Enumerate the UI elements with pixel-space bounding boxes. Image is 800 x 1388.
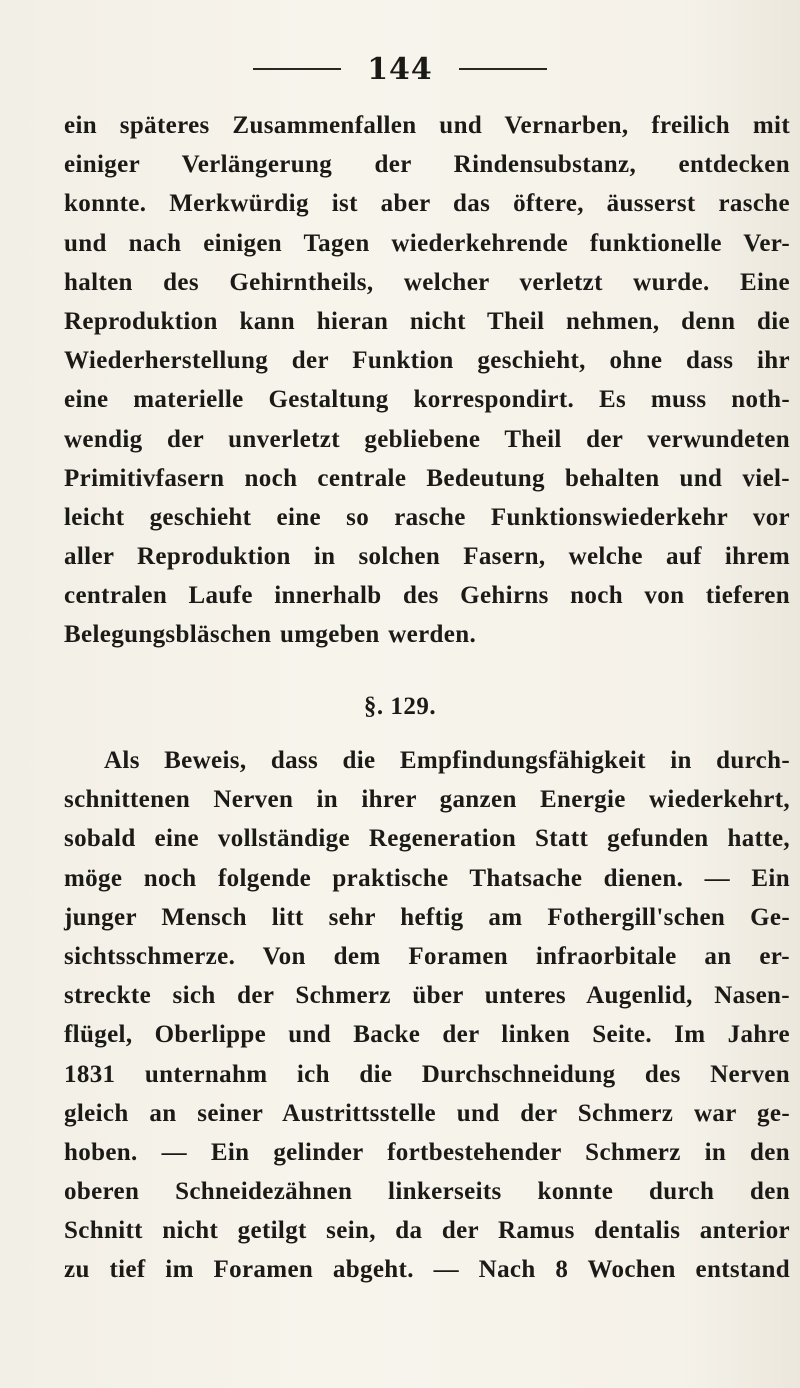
paragraph-1	[64, 106, 790, 655]
text-line: aller Reproduktion in solchen Fasern, welche auf ihrem	[64, 543, 790, 571]
text-line: centralen Laufe innerhalb des Gehirns noch von tieferen	[64, 582, 790, 610]
paragraph-2	[64, 741, 790, 1290]
text-line: Schnitt nicht getilgt sein, da der Ramus dentalis anterior	[64, 1217, 790, 1245]
text-line: ein späteres Zusammenfallen und Vernarben, freilich mit	[64, 112, 790, 139]
text-line: möge noch folgende praktische Thatsache dienen. — Ein	[64, 864, 790, 892]
text-line: gleich an seiner Austrittsstelle und der Schmerz war ge-	[64, 1099, 790, 1127]
section-heading: §. 129.	[363, 693, 437, 720]
text-line: konnte. Merkwürdig ist aber das öftere, äusserst rasche	[64, 190, 790, 218]
header-rule-right	[459, 68, 547, 70]
text-line: Primitivfasern noch centrale Bedeutung behalten und viel-	[64, 464, 790, 492]
text-line: sobald eine vollständige Regeneration Statt gefunden hatte,	[64, 825, 790, 853]
text-line: einiger Verlängerung der Rindensubstanz, entdecken	[64, 151, 790, 179]
text-line: eine materielle Gestaltung korrespondirt. Es muss noth-	[64, 386, 790, 414]
text-line: zu tief im Foramen abgeht. — Nach 8 Wochen entstand	[64, 1256, 790, 1284]
text-line: oberen Schneidezähnen linkerseits konnte durch den	[64, 1178, 790, 1206]
text-line: schnittenen Nerven in ihrer ganzen Energie wiederkehrt,	[64, 786, 790, 814]
text-line: streckte sich der Schmerz über unteres Augenlid, Nasen-	[64, 982, 790, 1010]
header-rule-left	[253, 68, 341, 70]
text-line: Belegungsbläschen umgeben werden.	[64, 621, 477, 649]
text-line: leicht geschieht eine so rasche Funktionswiederkehr vor	[64, 503, 790, 531]
text-line: Reproduktion kann hieran nicht Theil nehmen, denn die	[64, 307, 790, 335]
text-line: hoben. — Ein gelinder fortbestehender Schmerz in den	[64, 1138, 790, 1166]
page-number: 144	[367, 51, 433, 87]
text-line: Als Beweis, dass die Empfindungsfähigkeit in durch-	[104, 747, 790, 774]
text-line: junger Mensch litt sehr heftig am Fothergill'schen Ge-	[64, 903, 790, 931]
text-line: wendig der unverletzt gebliebene Theil der verwundeten	[64, 425, 790, 453]
text-line: flügel, Oberlippe und Backe der linken Seite. Im Jahre	[64, 1021, 790, 1049]
text-line: halten des Gehirntheils, welcher verletzt wurde. Eine	[64, 268, 790, 296]
page-header	[0, 44, 800, 94]
text-line: 1831 unternahm ich die Durchschneidung des Nerven	[64, 1060, 790, 1088]
text-line: sichtsschmerze. Von dem Foramen infraorbitale an er-	[64, 942, 790, 970]
text-line: Wiederherstellung der Funktion geschieht, ohne dass ihr	[64, 347, 790, 375]
text-line: und nach einigen Tagen wiederkehrende funktionelle Ver-	[64, 229, 790, 257]
